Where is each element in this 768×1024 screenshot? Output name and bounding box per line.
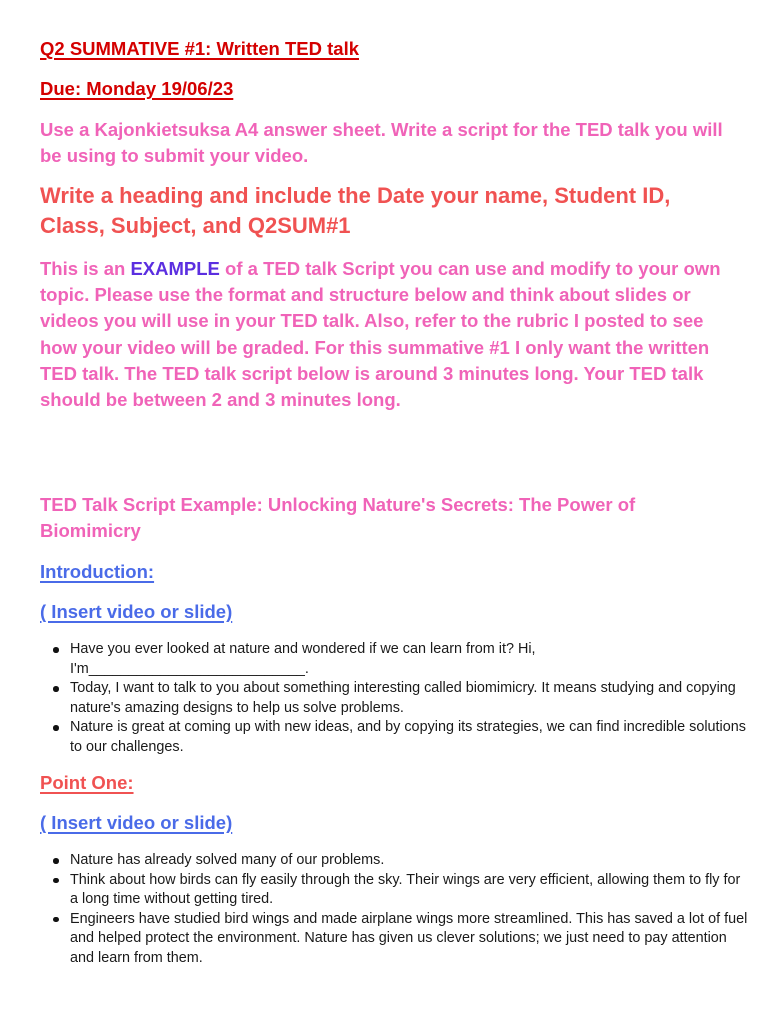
list-item: Have you ever looked at nature and wondered if we can learn from it? Hi, I'm___________________________. — [70, 640, 750, 679]
due-date: Due: Monday 19/06/23 — [40, 78, 234, 99]
media-note-point-one: ( Insert video or slide) — [40, 812, 233, 833]
example-intro-prefix: This is an — [40, 258, 131, 279]
page-title: Q2 SUMMATIVE #1: Written TED talk — [40, 38, 359, 59]
example-intro-suffix: of a TED talk Script you can use and modify to your own topic. Please use the format and structure below and think about slides or videos you will use in your TED talk. Also, refer to the rubric I posted to see how your video will be graded. For this summative #1 I only want the written TED talk. The TED talk script below is around 3 minutes long. Your TED talk should be between 2 and 3 minutes long. — [40, 258, 721, 411]
example-highlight: EXAMPLE — [130, 258, 220, 279]
example-intro — [40, 256, 740, 413]
instruction-heading: Write a heading and include the Date your name, Student ID, Class, Subject, and Q2SUM#1 — [40, 183, 671, 238]
list-item: Think about how birds can fly easily through the sky. Their wings are very efficient, allowing them to fly for a long time without getting tired. — [70, 871, 750, 910]
instruction-answer-sheet: Use a Kajonkietsuksa A4 answer sheet. Write a script for the TED talk you will be using to submit your video. — [40, 119, 723, 167]
section-heading-point-one: Point One: — [40, 772, 134, 793]
script-title: TED Talk Script Example: Unlocking Nature's Secrets: The Power of Biomimicry — [40, 494, 636, 542]
list-item: Nature has already solved many of our problems. — [70, 851, 750, 871]
point-one-bullet-list — [40, 851, 750, 968]
section-heading-introduction: Introduction: — [40, 561, 155, 582]
introduction-bullet-list — [40, 640, 750, 757]
list-item: Today, I want to talk to you about something interesting called biomimicry. It means studying and copying nature's amazing designs to help us solve problems. — [70, 679, 750, 718]
list-item: Nature is great at coming up with new ideas, and by copying its strategies, we can find incredible solutions to our challenges. — [70, 718, 750, 757]
list-item: Engineers have studied bird wings and made airplane wings more streamlined. This has saved a lot of fuel and helped protect the environment. Nature has given us clever solutions; we just need to pay attention and learn from them. — [70, 910, 750, 969]
media-note-introduction: ( Insert video or slide) — [40, 601, 233, 622]
